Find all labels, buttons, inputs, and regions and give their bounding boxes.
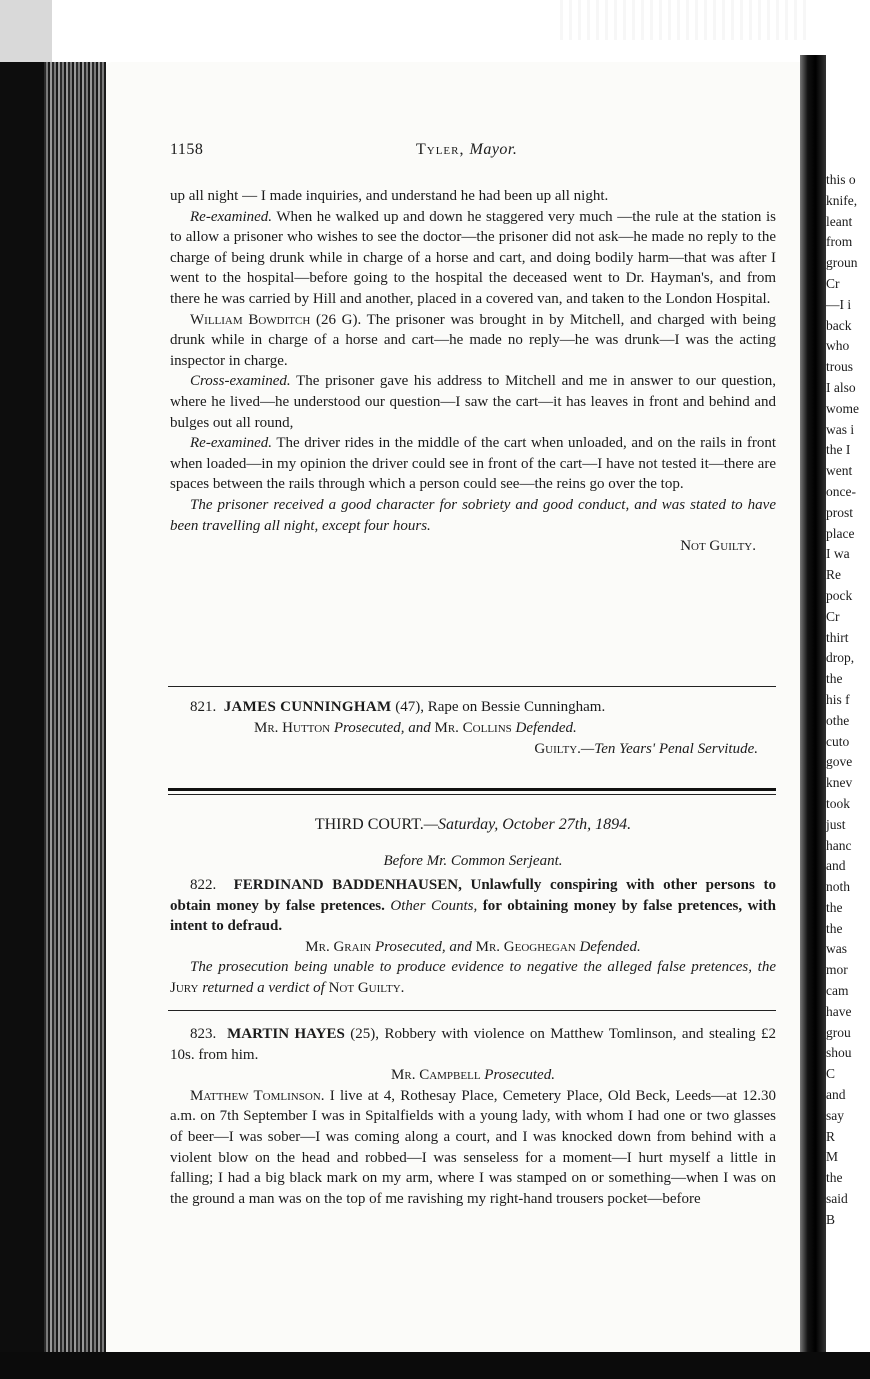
defendant-name: JAMES CUNNINGHAM bbox=[223, 699, 392, 715]
scan-border-left bbox=[0, 62, 44, 1379]
facing-line-fragment: mor bbox=[826, 962, 848, 978]
facing-line-fragment: cuto bbox=[826, 733, 850, 749]
verdict: Not Guilty. bbox=[680, 538, 756, 555]
court-heading bbox=[170, 814, 776, 835]
facing-line-fragment: cam bbox=[826, 983, 849, 999]
paragraph: William Bowditch (26 G). The prisoner was brought in by Mitchell, and charged with being drunk while in charge of a horse and cart—he made no reply—he was drunk—I was the acting inspector in charge. bbox=[170, 311, 776, 369]
sentence-line: Guilty.—Ten Years' Penal Servitude. bbox=[534, 741, 758, 757]
facing-line-fragment: B bbox=[826, 1211, 836, 1227]
facing-line-fragment: and bbox=[826, 1087, 846, 1103]
witness-name: William Bowditch (26 G). bbox=[190, 311, 362, 328]
facing-line-fragment: drop, bbox=[826, 650, 855, 666]
facing-line-fragment: knev bbox=[826, 775, 853, 791]
running-name: Tyler, bbox=[416, 141, 465, 158]
facing-line-fragment: prost bbox=[826, 504, 853, 520]
facing-line-fragment: and bbox=[826, 858, 846, 874]
scan-noise bbox=[560, 0, 810, 40]
facing-line-fragment: the bbox=[826, 920, 843, 936]
facing-line-fragment: just bbox=[826, 816, 846, 832]
court-name: THIRD COURT. bbox=[314, 816, 424, 833]
facing-line-fragment: once- bbox=[826, 483, 856, 499]
paragraph: up all night — I made inquiries, and understand he had been up all night. bbox=[170, 188, 609, 204]
facing-line-fragment: gove bbox=[826, 754, 853, 770]
book-spine bbox=[800, 55, 826, 1379]
facing-line-fragment: went bbox=[826, 463, 853, 479]
outcome-note: The prosecution being unable to produce evidence to negative the alleged false pretences, the Jury returned a verdict of Not Guilty. bbox=[170, 959, 776, 996]
examination-label: Cross-examined. bbox=[190, 373, 291, 390]
judge-line: Before Mr. Common Serjeant. bbox=[383, 853, 563, 869]
facing-line-fragment: who bbox=[826, 338, 850, 354]
facing-line-fragment: pock bbox=[826, 587, 853, 603]
defendant-age: (25), bbox=[350, 1026, 379, 1042]
facing-line-fragment: have bbox=[826, 1003, 852, 1019]
facing-line-fragment: knife, bbox=[826, 192, 858, 208]
facing-line-fragment: wome bbox=[826, 400, 859, 416]
case-number: 821. bbox=[190, 699, 217, 715]
divider-double-bottom bbox=[168, 794, 776, 795]
case-heading: 822. FERDINAND BADDENHAUSEN, Unlawfully conspiring with other persons to obtain money by false pretences. Other Counts, for obtaining money by false pretences, with intent to defraud. bbox=[170, 877, 776, 935]
paragraph: Re-examined. The driver rides in the middle of the cart when unloaded, and on the rails in front when loaded—in my opinion the driver could see in front of the cart—I have not tested it—there are spaces between the rails through which a person could see—the reins go over the top. bbox=[170, 435, 776, 493]
page-stack-edges bbox=[44, 62, 106, 1379]
facing-line-fragment: the bbox=[826, 1170, 843, 1186]
witness-name: Matthew Tomlinson. bbox=[190, 1087, 325, 1104]
facing-line-fragment: place bbox=[826, 525, 855, 541]
facing-line-fragment: hanc bbox=[826, 837, 852, 853]
facing-line-fragment: Re bbox=[826, 567, 841, 583]
charge: Rape on Bessie Cunningham. bbox=[427, 699, 606, 715]
running-head bbox=[170, 135, 780, 165]
defendant-age: (47), bbox=[395, 699, 424, 715]
facing-line-fragment: othe bbox=[826, 712, 850, 728]
facing-line-fragment: Cr bbox=[826, 275, 840, 291]
facing-line-fragment: shou bbox=[826, 1045, 852, 1061]
character-note: The prisoner received a good character for sobriety and good conduct, and was stated to have been travelling all night, except four hours. bbox=[170, 496, 776, 534]
facing-line-fragment: groun bbox=[826, 255, 858, 271]
scan-border-bottom bbox=[0, 1352, 870, 1379]
charge: Robbery with violence on Matthew Tomlinson, and stealing £2 10s. from him. bbox=[170, 1026, 777, 1063]
case-heading bbox=[170, 1024, 776, 1065]
facing-line-fragment: grou bbox=[826, 1024, 851, 1040]
page-number: 1158 bbox=[170, 141, 204, 158]
divider bbox=[168, 1010, 776, 1011]
case-823 bbox=[170, 1024, 776, 1209]
facing-line-fragment: M bbox=[826, 1149, 839, 1165]
divider bbox=[168, 686, 776, 687]
facing-line-fragment: from bbox=[826, 234, 853, 250]
testimony: Matthew Tomlinson. I live at 4, Rothesay Place, Cemetery Place, Old Beck, Leeds—at 12.30 a.m. on 7th September I was in Spitalfields with a young lady, with whom I had one or two glasses of beer—I was sober—I was coming along a court, and I was knocked down from behind with a violent blow on the head and robbed—I was senseless for a moment—I hurt myself a little in falling; I had a big black mark on my arm, where I was stamped on or something—when I was on the ground a man was on the top of me ravishing my right-hand trousers pocket—before bbox=[170, 1087, 777, 1207]
facing-line-fragment: C bbox=[826, 1066, 836, 1082]
counsel-line: Mr. Grain Prosecuted, and Mr. Geoghegan Defended. bbox=[305, 938, 641, 955]
scan-margin-corner bbox=[0, 0, 52, 62]
facing-line-fragment: noth bbox=[826, 879, 851, 895]
facing-line-fragment: the bbox=[826, 671, 843, 687]
running-title bbox=[416, 141, 517, 159]
examination-label: Re-examined. bbox=[190, 208, 273, 225]
case-822 bbox=[170, 875, 776, 999]
facing-line-fragment: R bbox=[826, 1128, 836, 1144]
case-821 bbox=[170, 697, 776, 760]
facing-line-fragment: his f bbox=[826, 691, 850, 707]
case-820-continuation bbox=[170, 186, 776, 557]
case-number: 823. bbox=[190, 1026, 217, 1042]
counsel-line: Mr. Hutton Prosecuted, and Mr. Collins Defended. bbox=[254, 720, 577, 736]
facing-line-fragment: said bbox=[826, 1191, 848, 1207]
facing-line-fragment: the bbox=[826, 899, 843, 915]
facing-line-fragment: I also bbox=[826, 379, 856, 395]
case-heading bbox=[170, 697, 776, 718]
divider-double-top bbox=[168, 788, 776, 791]
paragraph: Cross-examined. The prisoner gave his address to Mitchell and me in answer to our question, where he lived—he understood our question—I saw the cart—it has leaves in front and behind and bulges out all round, bbox=[170, 373, 776, 431]
facing-line-fragment: Cr bbox=[826, 608, 840, 624]
facing-line-fragment: thirt bbox=[826, 629, 849, 645]
case-number: 822. bbox=[190, 877, 217, 893]
paragraph: Re-examined. When he walked up and down he staggered very much —the rule at the station is to allow a prisoner who wishes to see the doctor—the prisoner did not ask—he made no reply to the charge of being drunk while in charge of a horse and cart, and doing bodily harm—that was after I went to the hospital—before going to the hospital the deceased went to Dr. Hayman's, and from there he was carried by Hill and another, placed in a covered van, and taken to the London Hospital. bbox=[170, 208, 776, 307]
counsel-line: Mr. Campbell Prosecuted. bbox=[391, 1067, 555, 1084]
court-date: —Saturday, October 27th, 1894. bbox=[423, 816, 632, 833]
defendant-name: MARTIN HAYES bbox=[227, 1026, 345, 1042]
facing-line-fragment: this o bbox=[826, 172, 856, 187]
facing-page-edge bbox=[826, 170, 870, 1290]
facing-line-fragment: was bbox=[826, 941, 847, 957]
facing-line-fragment: the I bbox=[826, 442, 851, 458]
running-role: Mayor. bbox=[469, 141, 518, 158]
facing-line-fragment: I wa bbox=[826, 546, 850, 562]
facing-line-fragment: say bbox=[826, 1107, 844, 1123]
defendant-name: FERDINAND BADDENHAUSEN, bbox=[233, 877, 462, 893]
facing-line-fragment: back bbox=[826, 317, 852, 333]
facing-line-fragment: was i bbox=[826, 421, 855, 437]
facing-line-fragment: took bbox=[826, 795, 851, 811]
facing-line-fragment: leant bbox=[826, 213, 853, 229]
facing-line-fragment: —I i bbox=[826, 296, 852, 312]
facing-line-fragment: trous bbox=[826, 359, 853, 375]
examination-label: Re-examined. bbox=[190, 435, 273, 452]
